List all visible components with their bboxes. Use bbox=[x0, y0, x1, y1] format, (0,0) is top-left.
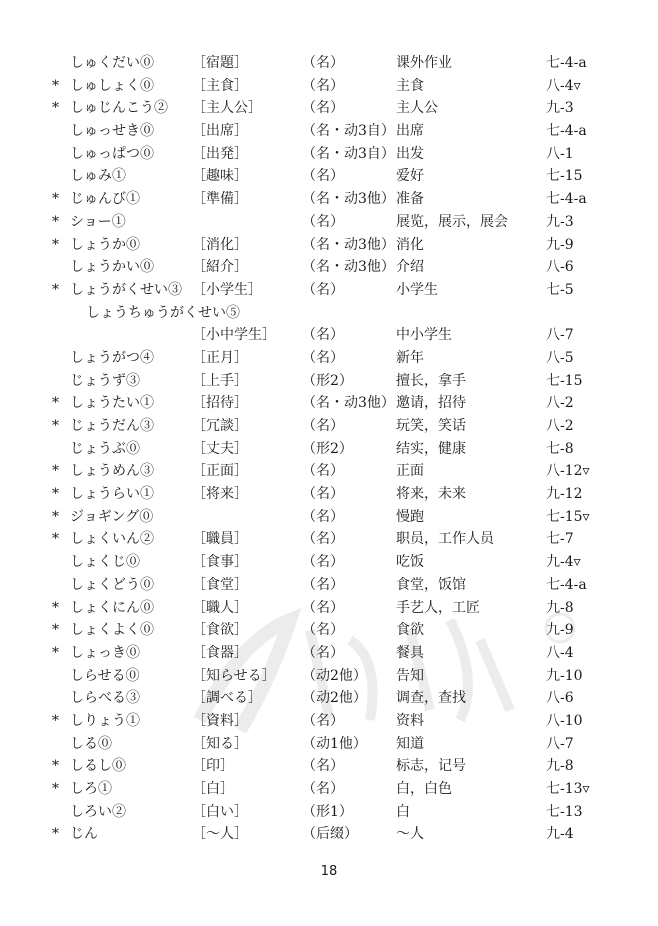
entry-kanji: ［趣味］ bbox=[192, 168, 248, 185]
entry-mark: * bbox=[52, 395, 59, 412]
entry-kanji: ［小中学生］ bbox=[192, 327, 276, 344]
entry-meaning: 展览，展示，展会 bbox=[396, 213, 508, 230]
entry-reading: しろい② bbox=[70, 803, 126, 820]
entry-kanji: ［調べる］ bbox=[192, 690, 262, 707]
entry-meaning: 白，白色 bbox=[396, 781, 452, 797]
entry-lesson: 八-6 bbox=[546, 690, 574, 707]
entry-kanji: ［白い］ bbox=[192, 803, 248, 820]
entry-part-of-speech: （名） bbox=[302, 349, 344, 366]
entry-part-of-speech: （名） bbox=[302, 758, 344, 775]
vocabulary-entry bbox=[52, 778, 612, 801]
entry-lesson: 八-5 bbox=[546, 349, 574, 366]
entry-kanji: ［上手］ bbox=[192, 372, 248, 389]
entry-part-of-speech: （名） bbox=[302, 55, 344, 71]
entry-lesson: 九-3 bbox=[546, 213, 574, 230]
entry-lesson: 八-2 bbox=[546, 395, 574, 412]
entry-meaning: 结实，健康 bbox=[396, 440, 466, 457]
vocabulary-entry bbox=[52, 234, 612, 257]
vocabulary-entry bbox=[52, 823, 612, 846]
entry-part-of-speech: （名） bbox=[302, 712, 344, 729]
entry-lesson: 八-10 bbox=[546, 712, 583, 729]
entry-meaning: 介绍 bbox=[396, 259, 424, 276]
entry-lesson: 七-4-a bbox=[546, 55, 587, 71]
entry-lesson: 七-4-a bbox=[546, 123, 587, 140]
entry-mark: * bbox=[52, 508, 59, 525]
vocabulary-entry bbox=[52, 302, 612, 325]
entry-reading: しょうちゅうがくせい⑤ bbox=[86, 304, 240, 321]
entry-lesson: 九-8 bbox=[546, 758, 574, 775]
entry-lesson: 九-9 bbox=[546, 236, 574, 253]
entry-meaning: 慢跑 bbox=[396, 508, 424, 525]
entry-meaning: 新年 bbox=[396, 349, 424, 366]
entry-kanji: ［正月］ bbox=[192, 349, 248, 366]
entry-part-of-speech: （名） bbox=[302, 418, 344, 434]
vocabulary-entry bbox=[52, 733, 612, 756]
entry-part-of-speech: （名・动3他） bbox=[302, 259, 395, 276]
entry-meaning: 出发 bbox=[396, 145, 424, 162]
vocabulary-entry bbox=[52, 120, 612, 143]
entry-meaning: 中小学生 bbox=[396, 327, 452, 344]
entry-kanji: ［冗談］ bbox=[192, 418, 248, 434]
entry-mark: * bbox=[52, 191, 59, 208]
entry-part-of-speech: （名） bbox=[302, 463, 344, 480]
entry-reading: しょうめん③ bbox=[70, 463, 154, 480]
entry-part-of-speech: （名） bbox=[302, 213, 344, 230]
vocabulary-entry bbox=[52, 642, 612, 665]
entry-kanji: ［消化］ bbox=[192, 236, 248, 253]
entry-part-of-speech: （名） bbox=[302, 327, 344, 344]
vocabulary-entry bbox=[52, 392, 612, 415]
entry-reading: しょうがつ④ bbox=[70, 349, 154, 366]
entry-reading: しゅっせき⓪ bbox=[70, 123, 154, 140]
entry-reading: ジョギング⓪ bbox=[70, 508, 154, 525]
vocabulary-entry bbox=[52, 324, 612, 347]
entry-reading: しる⓪ bbox=[70, 735, 112, 752]
vocabulary-entry bbox=[52, 687, 612, 710]
entry-kanji: ［出席］ bbox=[192, 123, 248, 140]
entry-meaning: 调查，查找 bbox=[396, 690, 466, 707]
entry-mark: * bbox=[52, 644, 59, 661]
entry-part-of-speech: （名・动3他） bbox=[302, 395, 395, 412]
entry-reading: ショー① bbox=[70, 213, 126, 230]
entry-mark: * bbox=[52, 77, 59, 94]
entry-meaning: 擅长，拿手 bbox=[396, 372, 466, 389]
entry-part-of-speech: （动2他） bbox=[302, 667, 367, 684]
entry-reading: しょくよく⓪ bbox=[70, 622, 154, 639]
vocabulary-entry bbox=[52, 506, 612, 529]
entry-reading: しゅっぱつ⓪ bbox=[70, 145, 154, 162]
entry-kanji: ［白］ bbox=[192, 781, 234, 797]
vocabulary-entry bbox=[52, 710, 612, 733]
entry-reading: しゅくだい⓪ bbox=[70, 55, 154, 71]
entry-mark: * bbox=[52, 781, 59, 797]
vocabulary-entry bbox=[52, 619, 612, 642]
entry-kanji: ［将来］ bbox=[192, 486, 248, 503]
entry-lesson: 八-12▿ bbox=[546, 463, 590, 480]
entry-part-of-speech: （名） bbox=[302, 281, 344, 298]
entry-reading: しょっき⓪ bbox=[70, 644, 140, 661]
entry-lesson: 八-4 bbox=[546, 644, 574, 661]
vocabulary-entry bbox=[52, 801, 612, 824]
entry-lesson: 九-4 bbox=[546, 826, 574, 843]
entry-kanji: ［食堂］ bbox=[192, 576, 248, 593]
entry-lesson: 九-9 bbox=[546, 622, 574, 639]
entry-part-of-speech: （名） bbox=[302, 599, 344, 616]
entry-lesson: 七-15 bbox=[546, 168, 583, 185]
entry-kanji: ［印］ bbox=[192, 758, 234, 775]
entry-lesson: 七-8 bbox=[546, 440, 574, 457]
entry-meaning: 出席 bbox=[396, 123, 424, 140]
entry-reading: しゅじんこう② bbox=[70, 100, 168, 117]
entry-meaning: 小学生 bbox=[396, 281, 438, 298]
entry-part-of-speech: （名） bbox=[302, 576, 344, 593]
entry-kanji: ［小学生］ bbox=[192, 281, 262, 298]
vocabulary-entry bbox=[52, 143, 612, 166]
entry-kanji: ［食欲］ bbox=[192, 622, 248, 639]
vocabulary-entry bbox=[52, 370, 612, 393]
entry-meaning: 白 bbox=[396, 803, 410, 820]
entry-part-of-speech: （名） bbox=[302, 781, 344, 797]
vocabulary-entry bbox=[52, 574, 612, 597]
entry-lesson: 八-7 bbox=[546, 735, 574, 752]
entry-reading: しょうがくせい③ bbox=[70, 281, 182, 298]
vocabulary-entry bbox=[52, 665, 612, 688]
entry-meaning: 吃饭 bbox=[396, 554, 424, 571]
entry-part-of-speech: （名・动3他） bbox=[302, 236, 395, 253]
entry-kanji: ［食事］ bbox=[192, 554, 248, 571]
entry-part-of-speech: （名） bbox=[302, 554, 344, 571]
entry-mark: * bbox=[52, 599, 59, 616]
vocabulary-entry bbox=[52, 211, 612, 234]
entry-reading: じん bbox=[70, 826, 98, 843]
entry-mark: * bbox=[52, 418, 59, 434]
entry-mark: * bbox=[52, 463, 59, 480]
entry-meaning: 正面 bbox=[396, 463, 424, 480]
entry-kanji: ［資料］ bbox=[192, 712, 248, 729]
entry-mark: * bbox=[52, 622, 59, 639]
vocabulary-entry bbox=[52, 52, 612, 75]
entry-lesson: 九-10 bbox=[546, 667, 583, 684]
vocabulary-entry bbox=[52, 279, 612, 302]
entry-kanji: ［食器］ bbox=[192, 644, 248, 661]
entry-mark: * bbox=[52, 826, 59, 843]
entry-meaning: 主食 bbox=[396, 77, 424, 94]
entry-reading: じょうず③ bbox=[70, 372, 140, 389]
vocabulary-entry bbox=[52, 75, 612, 98]
entry-mark: * bbox=[52, 531, 59, 548]
entry-lesson: 七-15 bbox=[546, 372, 583, 389]
entry-part-of-speech: （名） bbox=[302, 100, 344, 117]
entry-meaning: 主人公 bbox=[396, 100, 438, 117]
entry-part-of-speech: （名・动3他） bbox=[302, 191, 395, 208]
entry-part-of-speech: （形1） bbox=[302, 803, 353, 820]
entry-lesson: 八-1 bbox=[546, 145, 574, 162]
entry-kanji: ［正面］ bbox=[192, 463, 248, 480]
entry-lesson: 七-7 bbox=[546, 531, 574, 548]
entry-meaning: 课外作业 bbox=[396, 55, 452, 71]
entry-reading: しょくにん⓪ bbox=[70, 599, 154, 616]
entry-reading: しょくどう⓪ bbox=[70, 576, 154, 593]
entry-reading: しりょう① bbox=[70, 712, 140, 729]
vocabulary-entry bbox=[52, 551, 612, 574]
entry-reading: しょくいん② bbox=[70, 531, 154, 548]
entry-meaning: 准备 bbox=[396, 191, 424, 208]
entry-part-of-speech: （后缀） bbox=[302, 826, 358, 843]
entry-lesson: 九-12 bbox=[546, 486, 583, 503]
entry-lesson: 八-2 bbox=[546, 418, 574, 434]
entry-kanji: ［～人］ bbox=[192, 826, 248, 843]
entry-reading: しらせる⓪ bbox=[70, 667, 140, 684]
vocabulary-entry bbox=[52, 415, 612, 438]
entry-meaning: 食堂，饭馆 bbox=[396, 576, 466, 593]
entry-part-of-speech: （名） bbox=[302, 508, 344, 525]
entry-kanji: ［職員］ bbox=[192, 531, 248, 548]
vocabulary-entry bbox=[52, 347, 612, 370]
entry-part-of-speech: （名） bbox=[302, 486, 344, 503]
entry-part-of-speech: （名・动3自） bbox=[302, 123, 395, 140]
entry-part-of-speech: （名） bbox=[302, 531, 344, 548]
entry-lesson: 七-4-a bbox=[546, 576, 587, 593]
entry-lesson: 七-13▿ bbox=[546, 781, 590, 797]
entry-meaning: 爱好 bbox=[396, 168, 424, 185]
vocabulary-entry bbox=[52, 97, 612, 120]
entry-kanji: ［知る］ bbox=[192, 735, 248, 752]
entry-kanji: ［丈夫］ bbox=[192, 440, 248, 457]
vocabulary-entry bbox=[52, 165, 612, 188]
entry-reading: しるし⓪ bbox=[70, 758, 126, 775]
entry-kanji: ［宿題］ bbox=[192, 55, 248, 71]
entry-part-of-speech: （形2） bbox=[302, 372, 353, 389]
entry-meaning: 资料 bbox=[396, 712, 424, 729]
entry-reading: しらべる③ bbox=[70, 690, 140, 707]
entry-reading: しょうたい① bbox=[70, 395, 154, 412]
entry-reading: じょうぶ⓪ bbox=[70, 440, 140, 457]
entry-lesson: 七-4-a bbox=[546, 191, 587, 208]
entry-part-of-speech: （动2他） bbox=[302, 690, 367, 707]
vocabulary-entry bbox=[52, 528, 612, 551]
entry-lesson: 九-4▿ bbox=[546, 554, 581, 571]
entry-part-of-speech: （名） bbox=[302, 622, 344, 639]
vocabulary-entry bbox=[52, 460, 612, 483]
entry-kanji: ［知らせる］ bbox=[192, 667, 276, 684]
entry-mark: * bbox=[52, 281, 59, 298]
entry-meaning: 玩笑，笑话 bbox=[396, 418, 466, 434]
vocabulary-entry bbox=[52, 483, 612, 506]
entry-kanji: ［主食］ bbox=[192, 77, 248, 94]
entry-reading: しろ① bbox=[70, 781, 112, 797]
entry-kanji: ［職人］ bbox=[192, 599, 248, 616]
entry-part-of-speech: （形2） bbox=[302, 440, 353, 457]
entry-part-of-speech: （动1他） bbox=[302, 735, 367, 752]
vocabulary-entry bbox=[52, 188, 612, 211]
entry-kanji: ［招待］ bbox=[192, 395, 248, 412]
entry-reading: しゅみ① bbox=[70, 168, 126, 185]
vocabulary-list bbox=[52, 52, 612, 846]
entry-meaning: 消化 bbox=[396, 236, 424, 253]
entry-reading: しょくじ⓪ bbox=[70, 554, 140, 571]
entry-reading: しゅしょく⓪ bbox=[70, 77, 154, 94]
entry-lesson: 七-5 bbox=[546, 281, 574, 298]
entry-mark: * bbox=[52, 758, 59, 775]
entry-meaning: 邀请，招待 bbox=[396, 395, 466, 412]
entry-meaning: 职员，工作人员 bbox=[396, 531, 494, 548]
entry-meaning: 餐具 bbox=[396, 644, 424, 661]
entry-kanji: ［紹介］ bbox=[192, 259, 248, 276]
entry-lesson: 八-7 bbox=[546, 327, 574, 344]
entry-mark: * bbox=[52, 213, 59, 230]
entry-lesson: 八-6 bbox=[546, 259, 574, 276]
entry-reading: しょうらい① bbox=[70, 486, 154, 503]
entry-mark: * bbox=[52, 236, 59, 253]
entry-kanji: ［準備］ bbox=[192, 191, 248, 208]
vocabulary-entry bbox=[52, 755, 612, 778]
entry-mark: * bbox=[52, 486, 59, 503]
entry-meaning: 将来，未来 bbox=[396, 486, 466, 503]
vocabulary-entry bbox=[52, 438, 612, 461]
entry-part-of-speech: （名） bbox=[302, 77, 344, 94]
entry-meaning: 知道 bbox=[396, 735, 424, 752]
entry-part-of-speech: （名） bbox=[302, 644, 344, 661]
entry-mark: * bbox=[52, 100, 59, 117]
entry-lesson: 九-3 bbox=[546, 100, 574, 117]
entry-part-of-speech: （名・动3自） bbox=[302, 145, 395, 162]
vocabulary-entry bbox=[52, 597, 612, 620]
entry-meaning: ～人 bbox=[396, 826, 424, 843]
entry-reading: じゅんび① bbox=[70, 191, 140, 208]
entry-mark: * bbox=[52, 712, 59, 729]
page-number: 18 bbox=[320, 864, 338, 879]
entry-lesson: 九-8 bbox=[546, 599, 574, 616]
entry-kanji: ［出発］ bbox=[192, 145, 248, 162]
entry-reading: しょうか⓪ bbox=[70, 236, 140, 253]
entry-meaning: 告知 bbox=[396, 667, 424, 684]
entry-kanji: ［主人公］ bbox=[192, 100, 262, 117]
entry-reading: じょうだん③ bbox=[70, 418, 154, 434]
entry-part-of-speech: （名） bbox=[302, 168, 344, 185]
entry-meaning: 标志，记号 bbox=[396, 758, 466, 775]
entry-reading: しょうかい⓪ bbox=[70, 259, 154, 276]
vocabulary-entry bbox=[52, 256, 612, 279]
entry-meaning: 食欲 bbox=[396, 622, 424, 639]
entry-lesson: 七-15▿ bbox=[546, 508, 590, 525]
entry-meaning: 手艺人，工匠 bbox=[396, 599, 480, 616]
entry-lesson: 七-13 bbox=[546, 803, 583, 820]
entry-lesson: 八-4▿ bbox=[546, 77, 581, 94]
